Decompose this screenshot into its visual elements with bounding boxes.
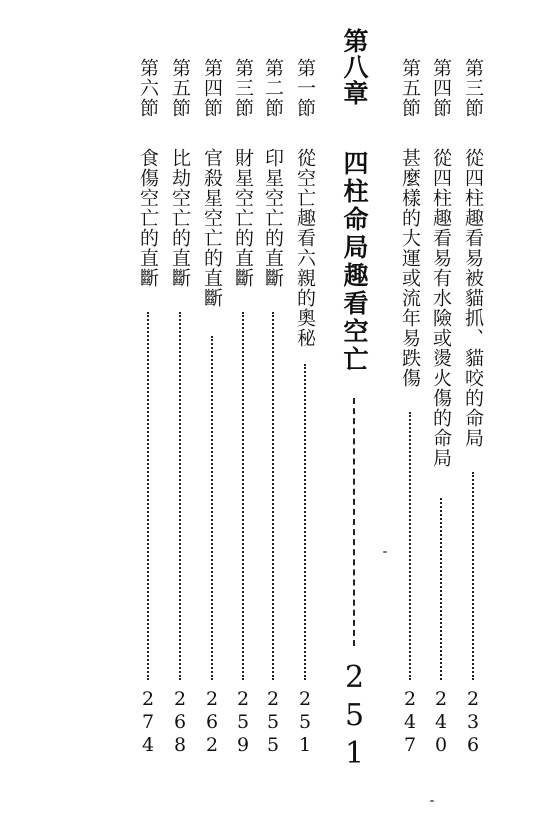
dot-leader [440,498,442,680]
chapter-heading[interactable] [336,0,372,813]
page-number: 251 [294,688,316,757]
section-label: 第二節 [262,58,284,118]
dot-leader [211,336,213,680]
page-number: 247 [399,688,421,757]
toc-entry[interactable] [133,0,163,813]
toc-entry[interactable] [258,0,288,813]
page-number: 251 [337,660,372,774]
dot-leader [272,312,274,680]
toc-entry[interactable] [228,0,258,813]
page-number: 262 [201,688,223,757]
entry-title: 從四柱趣看易有水險或燙火傷的命局 [430,148,452,468]
toc-entry[interactable] [197,0,227,813]
entry-title: 甚麼樣的大運或流年易跌傷 [399,148,421,388]
dot-leader [147,312,149,680]
dot-leader [304,364,306,680]
section-label: 第三節 [462,58,484,118]
section-label: 第三節 [232,58,254,118]
entry-title: 食傷空亡的直斷 [137,148,159,288]
entry-title: 印星空亡的直斷 [262,148,284,288]
entry-title: 財星空亡的直斷 [232,148,254,288]
page-number: 268 [169,688,191,757]
section-label: 第五節 [169,58,191,118]
scan-speck [383,551,387,553]
toc-entry[interactable] [395,0,425,813]
entry-title: 官殺星空亡的直斷 [201,148,223,308]
dot-leader [242,312,244,680]
toc-entry[interactable] [426,0,456,813]
entry-title: 從四柱趣看易被貓抓、貓咬的命局 [462,148,484,448]
section-label: 第五節 [399,58,421,118]
page-number: 274 [137,688,159,757]
chapter-title: 四柱命局趣看空亡 [340,150,369,374]
dot-leader [409,412,411,680]
dot-leader [179,312,181,680]
entry-title: 從空亡趣看六親的奧秘 [294,148,316,348]
section-label: 第四節 [430,58,452,118]
section-label: 第一節 [294,58,316,118]
dash-leader [353,398,355,646]
toc-entry[interactable] [458,0,488,813]
section-label: 第六節 [137,58,159,118]
scan-speck [430,800,434,802]
toc-entry[interactable] [165,0,195,813]
toc-entry[interactable] [290,0,320,813]
section-label: 第四節 [201,58,223,118]
dot-leader [472,472,474,680]
entry-title: 比劫空亡的直斷 [169,148,191,288]
page-number: 240 [430,688,452,757]
page-number: 255 [262,688,284,757]
page-number: 259 [232,688,254,757]
page-number: 236 [462,688,484,757]
chapter-label: 第八章 [340,28,369,106]
